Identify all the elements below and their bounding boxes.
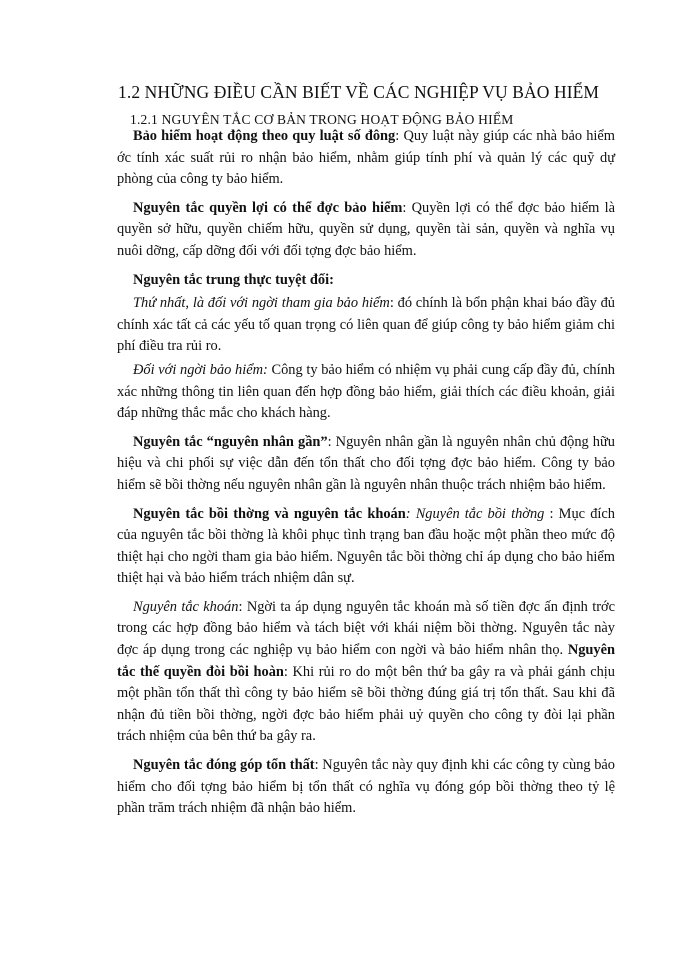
term-italic: Nguyên tắc khoán <box>133 598 239 615</box>
paragraph-text: : Quy luật này giúp các nhà bảo hiểm ớc tính xác suất rủi ro nhận bảo hiểm, nhằm giúp tính phí và quản lý các quỹ dự phòng của công ty bảo hiểm. <box>117 128 615 188</box>
term-bold: Nguyên tắc bồi thờng và nguyên tắc khoán <box>133 505 406 522</box>
paragraph-insured-duty <box>117 293 615 358</box>
paragraph-insurable-interest <box>117 198 615 263</box>
paragraph-proximate-cause <box>117 432 615 497</box>
paragraph-text-continued: : Khi rủi ro do một bên thứ ba gây ra và phải gánh chịu một phần tổn thất thì công ty bảo hiểm sẽ bồi thờng đúng giá trị tổn thất. Sau khi đã nhận đủ tiền bồi thờng, ngời đợc bảo hiểm phải uỷ quyền cho công ty đòi lại phần trách nhiệm của bên thứ ba gây ra. <box>117 663 615 745</box>
paragraph-utmost-good-faith <box>117 270 615 292</box>
paragraph-text: : Ngời ta áp dụng nguyên tắc khoán mà số tiền đợc ấn định trớc trong các hợp đồng bảo hiểm và tách biệt với khái niệm bồi thờng. Nguyên tắc này đợc áp dụng trong các nghiệp vụ bảo hiểm con ngời và bảo hiểm nhân thọ. <box>117 598 615 659</box>
term-bold: Nguyên tắc thế quyền đòi bồi hoàn <box>117 642 615 680</box>
paragraph-text: : đó chính là bổn phận khai báo đầy đủ chính xác tất cả các yếu tố quan trọng có liên quan để giúp công ty bảo hiểm giảm chi phí điều tra rủi ro. <box>117 295 615 355</box>
term-italic: Thứ nhất, là đối với ngời tham gia bảo hiểm <box>133 295 390 312</box>
term-bold: Nguyên tắc trung thực tuyệt đối: <box>133 271 334 288</box>
term-bold: Bảo hiểm hoạt động theo quy luật số đông <box>133 128 396 144</box>
paragraph-text: : Mục đích của nguyên tắc bồi thờng là khôi phục tình trạng ban đầu hoặc một phần theo mức độ thiệt hại cho ngời tham gia bảo hiểm. Nguyên tắc bồi thờng chỉ áp dụng cho bảo hiểm thiệt hại và bảo hiểm trách nhiệm dân sự. <box>117 505 615 587</box>
term-bold: Nguyên tắc “nguyên nhân gần” <box>133 433 328 450</box>
paragraph-text: : Nguyên nhân gần là nguyên nhân chủ động hữu hiệu và chi phối sự việc dẫn đến tổn thất cho đối tợng đợc bảo hiểm. Công ty bảo hiểm sẽ bồi thờng nếu nguyên nhân gần là nguyên nhân thuộc trách nhiệm bảo hiểm. <box>117 433 615 493</box>
paragraph-fixed-benefit <box>117 597 615 748</box>
paragraph-law-of-large-numbers <box>117 126 615 191</box>
paragraph-text: : Quyền lợi có thể đợc bảo hiểm là quyền sở hữu, quyền chiếm hữu, quyền sử dụng, quyền tài sản, quyền và nghĩa vụ nuôi dỡng, cấp dỡng đối với đối tợng đợc bảo hiểm. <box>117 199 615 259</box>
term-bold: Nguyên tắc quyền lợi có thể đợc bảo hiểm <box>133 199 403 216</box>
term-bold: Nguyên tắc đóng góp tổn thất <box>133 757 315 774</box>
section-heading: 1.2 NHỮNG ĐIỀU CẦN BIẾT VỀ CÁC NGHIỆP VỤ BẢO HIỂM <box>118 82 600 102</box>
paragraph-text: : Nguyên tắc này quy định khi các công ty cùng bảo hiểm cho đối tợng bảo hiểm bị tổn thất có nghĩa vụ đóng góp bồi thờng theo tỷ lệ phần trăm trách nhiệm đã nhận bảo hiểm. <box>117 757 616 817</box>
term-italic: Đối với ngời bảo hiểm: <box>133 361 268 378</box>
subsection-heading: 1.2.1 NGUYÊN TẮC CƠ BẢN TRONG HOẠT ĐỘNG BẢO HIỂM <box>130 112 514 127</box>
paragraph-text: Công ty bảo hiểm có nhiệm vụ phải cung cấp đầy đủ, chính xác những thông tin liên quan đến hợp đồng bảo hiểm, giải thích các điều khoản, giải đáp những thắc mắc cho khách hàng. <box>117 361 615 422</box>
paragraph-indemnity <box>117 504 615 590</box>
paragraph-insurer-duty <box>117 360 615 425</box>
body-text <box>117 126 615 827</box>
paragraph-contribution <box>117 755 615 820</box>
term-italic: : Nguyên tắc bồi thờng <box>405 505 545 522</box>
